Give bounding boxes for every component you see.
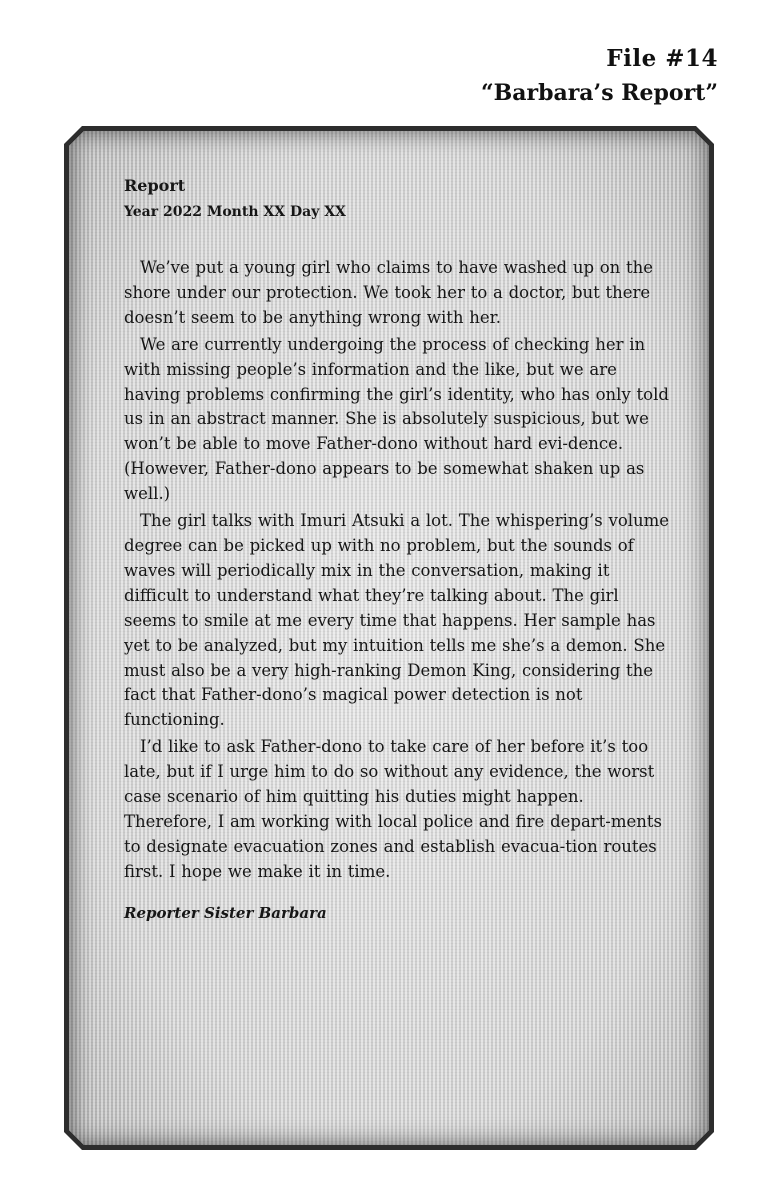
report-paragraph: We are currently undergoing the process of checking her in with missing people’s information and the like, but we are having problems confirming the girl’s identity, who has only told us in an abstract manner. She is absolutely suspicious, but we won’t be able to move Father-dono without hard evi-dence. (However, Father-dono appears to be somewhat shaken up as well.): [124, 334, 669, 504]
file-number: File #14: [606, 45, 718, 72]
report-label: Report: [124, 176, 186, 195]
report-paragraph: We’ve put a young girl who claims to have washed up on the shore under our protection. We took her to a doctor, but there doesn’t seem to be anything wrong with her.: [124, 258, 654, 327]
report-date: Year 2022 Month XX Day XX: [124, 204, 346, 220]
report-body: [124, 256, 674, 885]
file-header: [481, 44, 718, 108]
report-paragraph: I’d like to ask Father-dono to take care of her before it’s too late, but if I urge him to do so without any evidence, the worst case scenario of him quitting his duties might happen. Therefore, I am working with local police and fire depart-ments to designate evacuation zones and establish evacua-tion routes first. I hope we make it in time.: [124, 737, 663, 881]
report-content: [124, 174, 674, 925]
report-paragraph: The girl talks with Imuri Atsuki a lot. The whispering’s volume degree can be picked up with no problem, but the sounds of waves will periodically mix in the conversation, making it difficult to understand what they’re talking about. The girl seems to smile at me every time that happens. Her sample has yet to be analyzed, but my intuition tells me she’s a demon. She must also be a very high-ranking Demon King, considering the fact that Father-dono’s magical power detection is not functioning.: [124, 511, 670, 730]
file-title: “Barbara’s Report”: [480, 80, 718, 106]
reporter-signature: Reporter Sister Barbara: [124, 903, 327, 922]
